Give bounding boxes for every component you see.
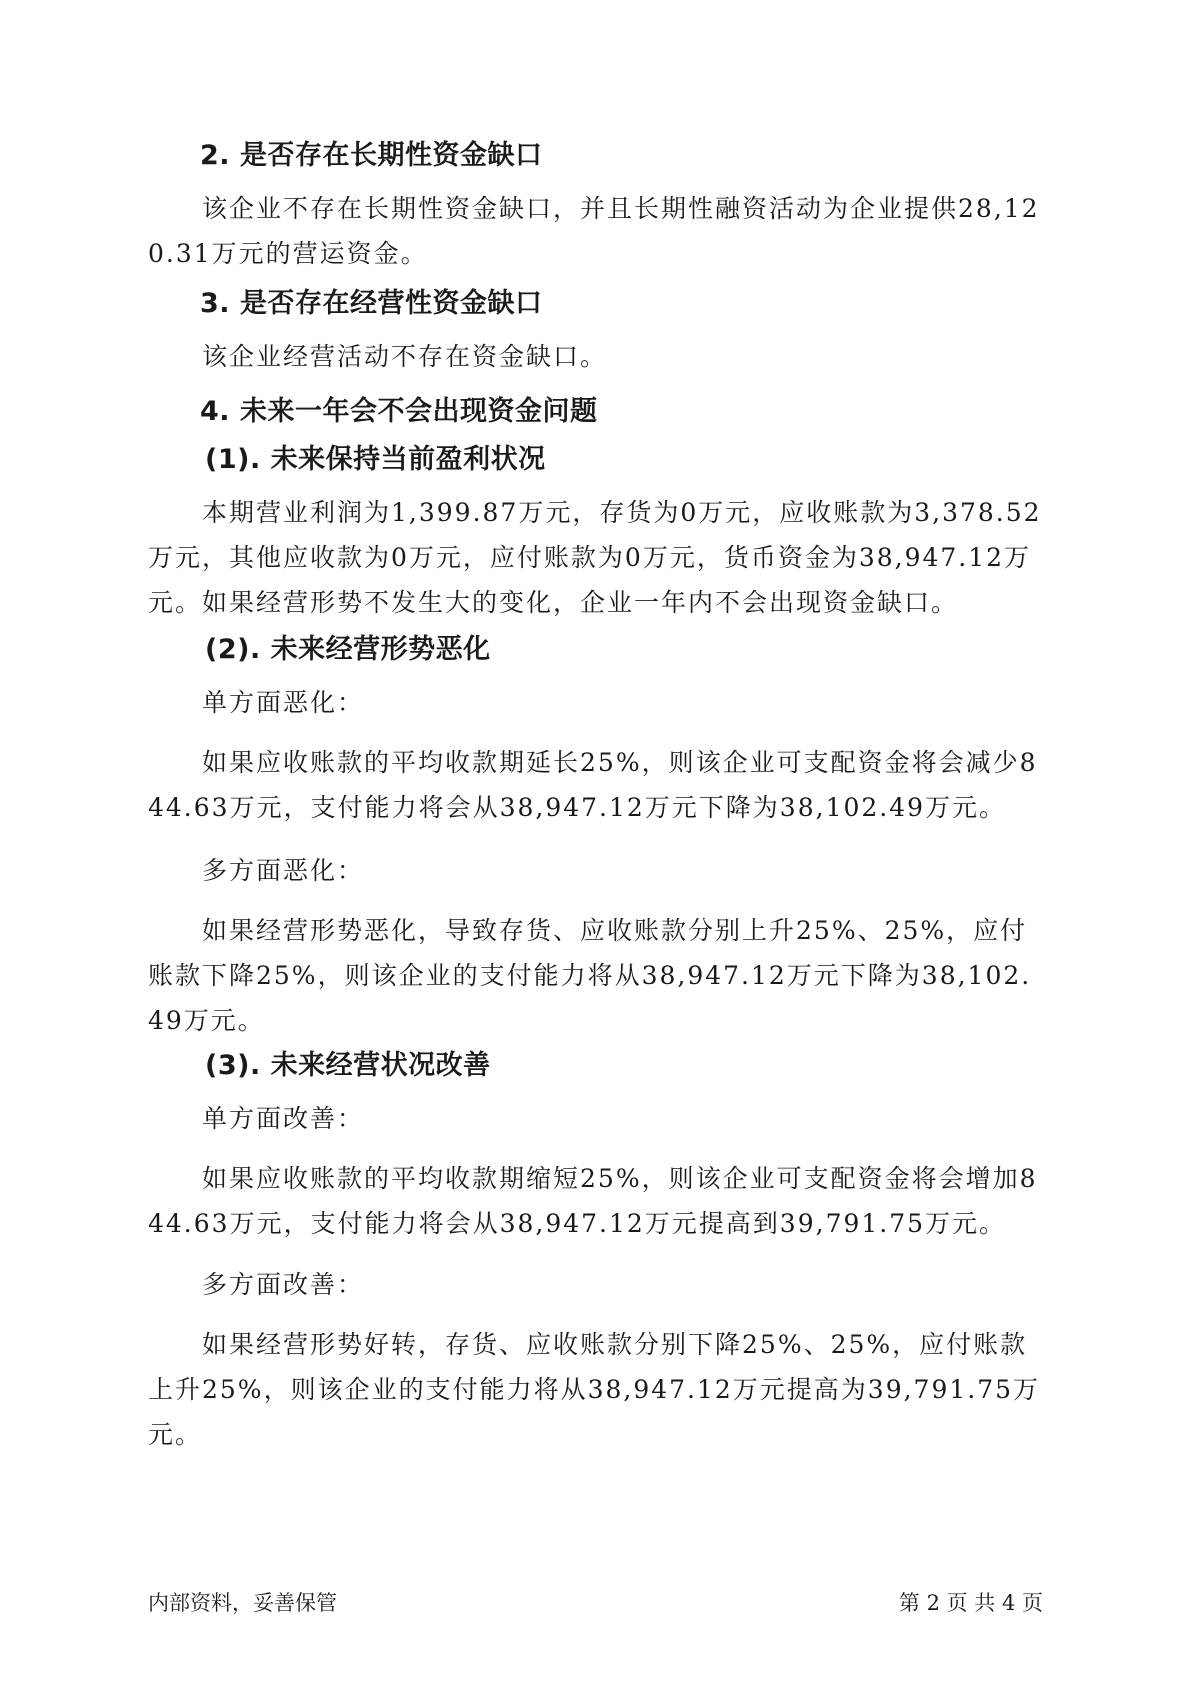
paragraph-single-improve: 如果应收账款的平均收款期缩短25%，则该企业可支配资金将会增加844.63万元，支付能力将会从38,947.12万元提高到39,791.75万元。 — [148, 1164, 1038, 1238]
heading-next-year: 4. 未来一年会不会出现资金问题 — [200, 396, 598, 427]
paragraph-multi-improve: 如果经营形势好转，存货、应收账款分别下降25%、25%，应付账款上升25%，则该企业的支付能力将从38,947.12万元提高为39,791.75万元。 — [148, 1330, 1041, 1449]
footer-confidential-note: 内部资料，妥善保管 — [148, 1591, 337, 1615]
heading-keep-profit: (1). 未来保持当前盈利状况 — [205, 444, 546, 475]
paragraph-multi-deteriorate: 如果经营形势恶化，导致存货、应收账款分别上升25%、25%，应付账款下降25%，则该企业的支付能力将从38,947.12万元下降为38,102.49万元。 — [148, 916, 1032, 1035]
heading-deteriorate: (2). 未来经营形势恶化 — [205, 634, 491, 665]
label-multi-deteriorate: 多方面恶化： — [202, 856, 365, 885]
label-multi-improve: 多方面改善： — [202, 1270, 365, 1299]
paragraph-keep-profit: 本期营业利润为1,399.87万元，存货为0万元，应收账款为3,378.52万元，其他应收款为0万元，应付账款为0万元，货币资金为38,947.12万元。如果经营形势不发生大的变化，企业一年内不会出现资金缺口。 — [148, 498, 1042, 617]
footer-page-number: 第 2 页 共 4 页 — [898, 1591, 1043, 1615]
paragraph-single-deteriorate: 如果应收账款的平均收款期延长25%，则该企业可支配资金将会减少844.63万元，支付能力将会从38,947.12万元下降为38,102.49万元。 — [148, 748, 1038, 822]
label-single-improve: 单方面改善： — [202, 1104, 365, 1133]
heading-operating-gap: 3. 是否存在经营性资金缺口 — [200, 288, 543, 319]
paragraph-operating-gap: 该企业经营活动不存在资金缺口。 — [202, 342, 608, 371]
paragraph-long-term-gap: 该企业不存在长期性资金缺口，并且长期性融资活动为企业提供28,120.31万元的营运资金。 — [148, 194, 1040, 268]
label-single-deteriorate: 单方面恶化： — [202, 688, 365, 717]
heading-long-term-gap: 2. 是否存在长期性资金缺口 — [200, 140, 543, 171]
heading-improve: (3). 未来经营状况改善 — [205, 1050, 491, 1081]
